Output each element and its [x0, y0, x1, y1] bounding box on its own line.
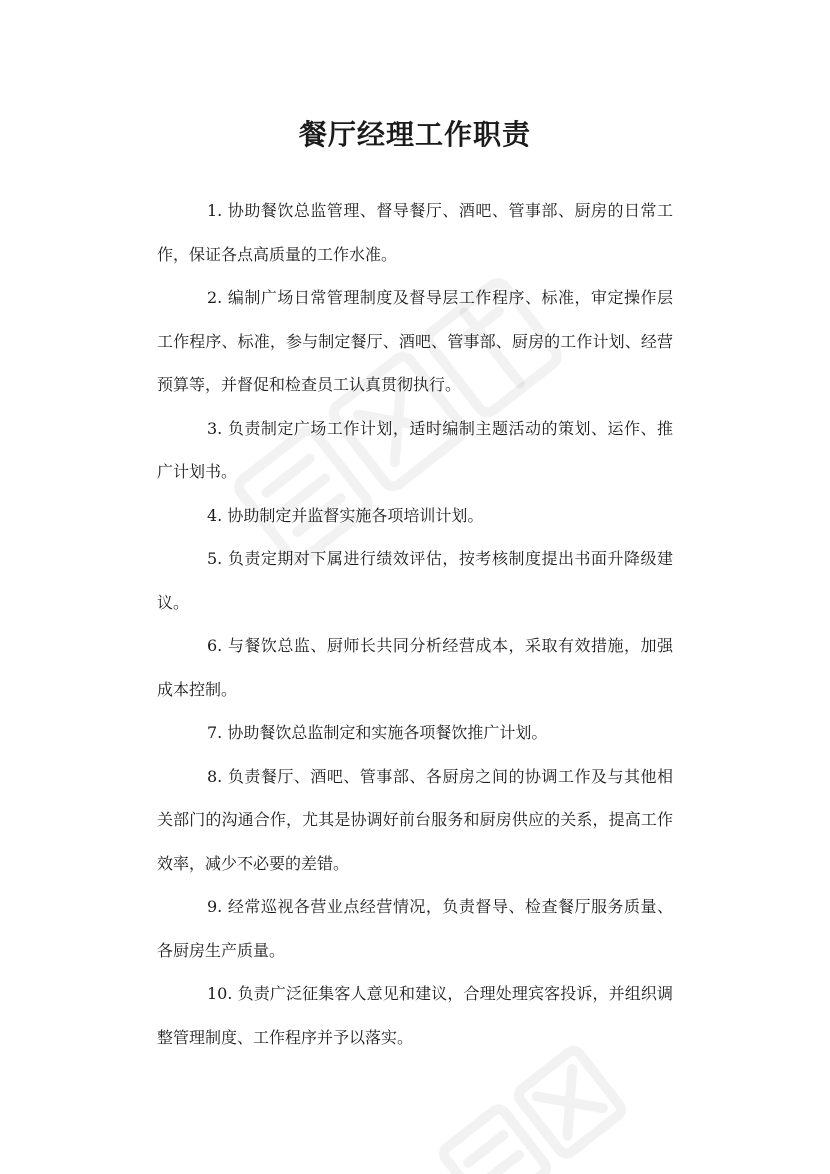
list-item: 9. 经常巡视各营业点经营情况，负责督导、检查餐厅服务质量、各厨房生产质量。: [157, 897, 673, 960]
list-item: 6. 与餐饮总监、厨师长共同分析经营成本，采取有效措施，加强成本控制。: [157, 636, 673, 699]
list-item: 10. 负责广泛征集客人意见和建议，合理处理宾客投诉，并组织调整管理制度、工作程序并予以落实。: [157, 984, 673, 1047]
list-item: 3. 负责制定广场工作计划，适时编制主题活动的策划、运作、推广计划书。: [157, 418, 673, 481]
list-item: 4. 协助制定并监督实施各项培训计划。: [207, 505, 484, 525]
duty-list: [157, 189, 673, 1059]
list-item: 8. 负责餐厅、酒吧、管事部、各厨房之间的协调工作及与其他相关部门的沟通合作，尤其是协调好前台服务和厨房供应的关系，提高工作效率，减少不必要的差错。: [157, 766, 673, 873]
list-item: 7. 协助餐饮总监制定和实施各项餐饮推广计划。: [207, 723, 548, 742]
list-item: 1. 协助餐饮总监管理、督导餐厅、酒吧、管事部、厨房的日常工作，保证各点高质量的工作水准。: [157, 201, 673, 264]
list-item: 5. 负责定期对下属进行绩效评估，按考核制度提出书面升降级建议。: [157, 549, 673, 612]
list-item: 2. 编制广场日常管理制度及督导层工作程序、标准，审定操作层工作程序、标准，参与制定餐厅、酒吧、管事部、厨房的工作计划、经营预算等，并督促和检查员工认真贯彻执行。: [157, 288, 673, 394]
page-title: 餐厅经理工作职责: [298, 118, 531, 151]
